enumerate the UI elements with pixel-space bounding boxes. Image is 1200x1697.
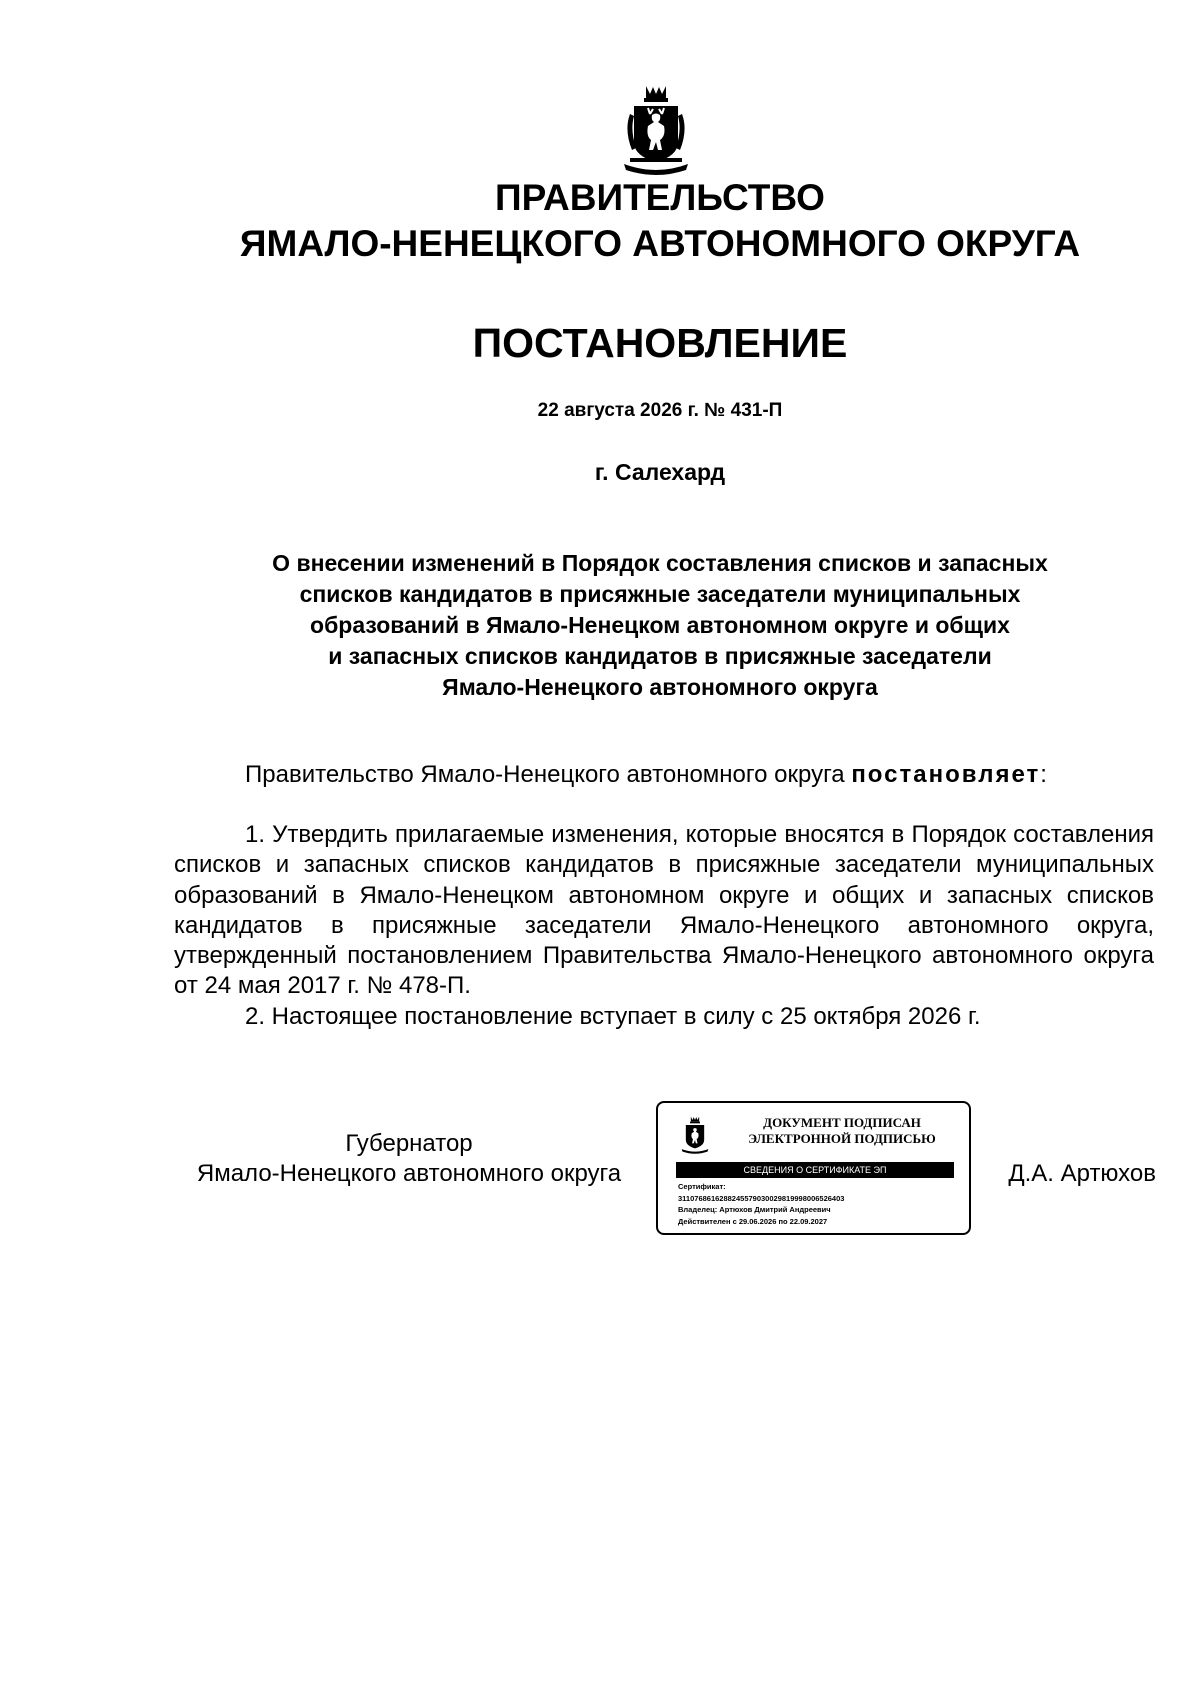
certificate-details bbox=[678, 1181, 964, 1227]
coat-of-arms-icon bbox=[680, 1115, 710, 1155]
signatory-title-line1: Губернатор bbox=[345, 1130, 473, 1157]
document-date-number: 22 августа 2026 г. № 431-П bbox=[537, 400, 783, 421]
document-body bbox=[174, 820, 1154, 1032]
body-paragraph-2: 2. Настоящее постановление вступает в силу с 25 октября 2026 г. bbox=[245, 1002, 981, 1030]
document-place: г. Салехард bbox=[594, 459, 726, 485]
document-subject bbox=[0, 548, 1200, 703]
subject-line: и запасных списков кандидатов в присяжные заседатели bbox=[328, 643, 992, 669]
organization-title-line1: ПРАВИТЕЛЬСТВО bbox=[495, 177, 825, 218]
stamp-heading bbox=[722, 1115, 962, 1147]
intro-paragraph bbox=[245, 759, 1145, 791]
signatory-name: Д.А. Артюхов bbox=[1008, 1160, 1156, 1187]
subject-line: О внесении изменений в Порядок составления списков и запасных bbox=[272, 550, 1048, 576]
stamp-heading-line1: ДОКУМЕНТ ПОДПИСАН bbox=[763, 1115, 921, 1130]
signatory-title-line2: Ямало-Ненецкого автономного округа bbox=[196, 1160, 622, 1187]
subject-line: Ямало-Ненецкого автономного округа bbox=[442, 674, 878, 700]
subject-line: образований в Ямало-Ненецком автономном округе и общих bbox=[310, 612, 1010, 638]
coat-of-arms-icon bbox=[620, 84, 692, 176]
document-type: ПОСТАНОВЛЕНИЕ bbox=[472, 320, 848, 366]
intro-keyword: постановляет bbox=[851, 761, 1041, 788]
electronic-signature-stamp bbox=[656, 1101, 971, 1235]
certificate-label: Сертификат: bbox=[678, 1182, 726, 1191]
subject-line: списков кандидатов в присяжные заседатели муниципальных bbox=[299, 581, 1021, 607]
stamp-heading-line2: ЭЛЕКТРОННОЙ ПОДПИСЬЮ bbox=[748, 1131, 936, 1146]
body-paragraph-1: 1. Утвердить прилагаемые изменения, которые вносятся в Порядок составления списков и запасных списков кандидатов в присяжные заседатели муниципальных образований в Ямало-Ненецком автономном округе и общих и запасных списков кандидатов в присяжные заседатели Ямало-Ненецкого автономного округа, утвержденный постановлением Правительства Ямало-Ненецкого автономного округа от 24 мая 2017 г. № 478-П. bbox=[174, 821, 1154, 1000]
certificate-validity: Действителен с 29.06.2026 по 22.09.2027 bbox=[678, 1216, 828, 1226]
intro-text: Правительство Ямало-Ненецкого автономного округа bbox=[245, 761, 845, 788]
certificate-info-bar: СВЕДЕНИЯ О СЕРТИФИКАТЕ ЭП bbox=[676, 1162, 954, 1178]
intro-punct: : bbox=[1040, 761, 1047, 788]
certificate-number: 3110768616288245579030029819998006526403 bbox=[678, 1193, 845, 1203]
certificate-owner: Владелец: Артюхов Дмитрий Андреевич bbox=[678, 1205, 831, 1214]
organization-title-line2: ЯМАЛО-НЕНЕЦКОГО АВТОНОМНОГО ОКРУГА bbox=[239, 223, 1081, 264]
